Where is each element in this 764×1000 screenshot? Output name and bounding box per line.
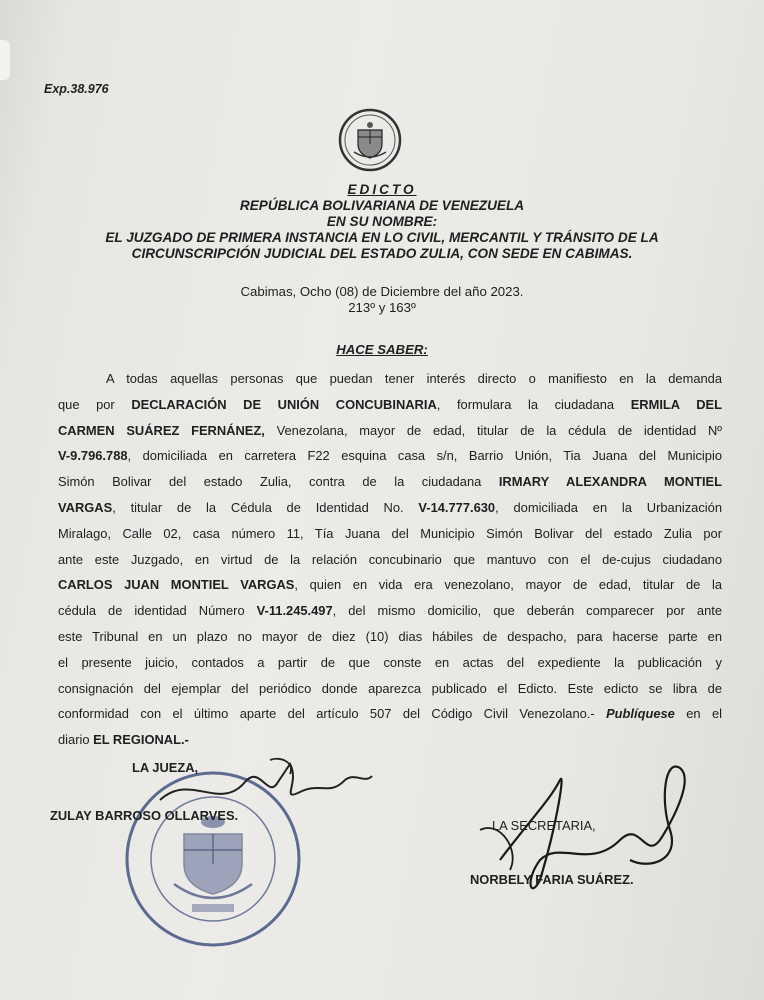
- secretaria-signature-icon: [470, 760, 710, 910]
- document-header: [40, 182, 724, 262]
- republica-line: REPÚBLICA BOLIVARIANA DE VENEZUELA: [239, 198, 525, 213]
- body-line: Miralago, Calle 02, casa número 11, Tía Juana del Municipio Simón Bolivar del estado Zulia por: [58, 525, 722, 541]
- jueza-label: LA JUEZA,: [132, 760, 199, 775]
- hace-saber-heading: HACE SABER:: [336, 342, 428, 357]
- dateline: [40, 284, 724, 316]
- body-line: el presente juicio, contados a partir de que conste en actas del expediente la publicación y: [58, 654, 722, 670]
- body-line: este Tribunal en un plazo no mayor de diez (10) dias hábiles de despacho, para hacerse parte en: [58, 628, 722, 644]
- body-line: que por DECLARACIÓN DE UNIÓN CONCUBINARIA, formulara la ciudadana ERMILA DEL: [58, 396, 722, 412]
- body-line: Simón Bolivar del estado Zulia, contra de la ciudadana IRMARY ALEXANDRA MONTIEL: [58, 474, 723, 490]
- body-line: conformidad con el último aparte del artículo 507 del Código Civil Venezolano.- Publíquese en el: [58, 706, 722, 722]
- coat-of-arms-seal-icon: [338, 108, 402, 172]
- punch-hole-mark: [0, 40, 10, 80]
- juzgado-line: EL JUZGADO DE PRIMERA INSTANCIA EN LO CIVIL, MERCANTIL Y TRÁNSITO DE LA: [105, 230, 659, 245]
- years-text: 213º y 163º: [348, 300, 416, 315]
- jueza-name: ZULAY BARROSO OLLARVES.: [50, 808, 239, 823]
- date-text: Cabimas, Ocho (08) de Diciembre del año 2023.: [240, 284, 524, 299]
- body-line: CARLOS JUAN MONTIEL VARGAS, quien en vida era venezolano, mayor de edad, titular de la: [58, 577, 722, 593]
- body-line: V-9.796.788, domiciliada en carretera F22 esquina casa s/n, Barrio Unión, Tia Juana del Municipio: [58, 448, 722, 464]
- body-line: VARGAS, titular de la Cédula de Identidad No. V-14.777.630, domiciliada en la Urbanización: [58, 499, 722, 515]
- body-line: ante este Juzgado, en virtud de la relación concubinario que mantuvo con el de-cujus ciudadano: [58, 551, 722, 567]
- en-su-nombre-line: EN SU NOMBRE:: [326, 214, 438, 229]
- secretaria-label: LA SECRETARIA,: [492, 818, 596, 833]
- body-line: consignación del ejemplar del periódico donde aparezca publicado el Edicto. Este edicto se libra de: [58, 680, 722, 696]
- secretaria-name: NORBELY FARIA SUÁREZ.: [470, 872, 634, 887]
- body-line: CARMEN SUÁREZ FERNÁNEZ, Venezolana, mayor de edad, titular de la cédula de identidad Nº: [58, 422, 723, 438]
- body-line: A todas aquellas personas que puedan tener interés directo o manifiesto en la demanda: [106, 371, 722, 386]
- body-line: cédula de identidad Número V-11.245.497, del mismo domicilio, que deberán comparecer por ante: [58, 603, 722, 619]
- edict-body: [58, 366, 722, 753]
- body-line: diario EL REGIONAL.-: [58, 732, 189, 748]
- edicto-title: EDICTO: [347, 182, 417, 197]
- expediente-number: Exp.38.976: [44, 82, 109, 96]
- circunscripcion-line: CIRCUNSCRIPCIÓN JUDICIAL DEL ESTADO ZULIA, CON SEDE EN CABIMAS.: [131, 246, 633, 261]
